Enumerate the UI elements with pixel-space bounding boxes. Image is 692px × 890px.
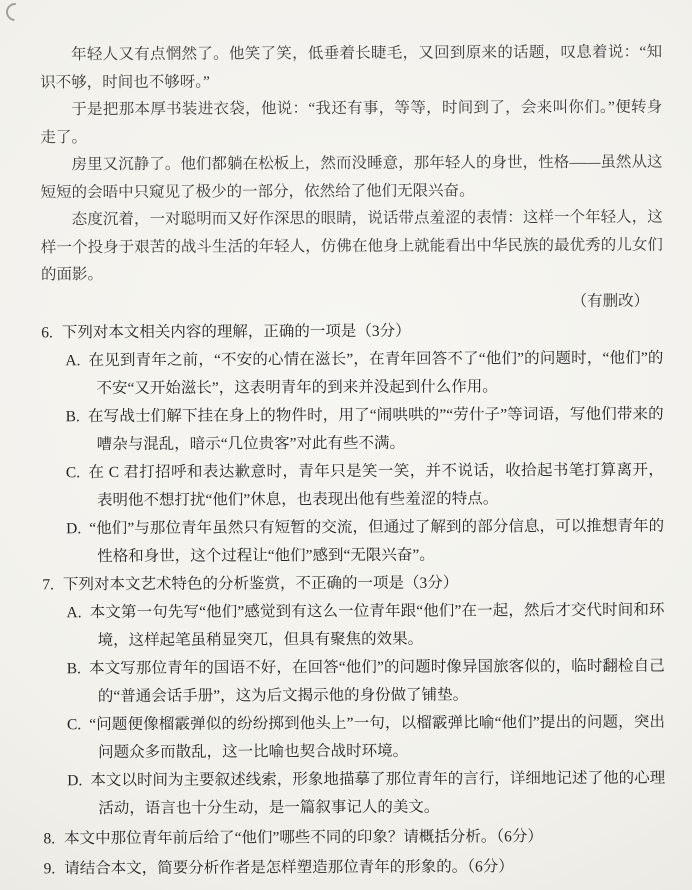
question-6-text: 下列对本文相关内容的理解，正确的一项是（3分） (61, 322, 411, 341)
option-text: 在写战士们解下挂在身上的物件时，用了“闹哄哄的”“劳什子”等词语，写他们带来的嘈杂与混乱，暗示“几位贵客”对此有些不满。 (87, 405, 664, 453)
question-6-option-a (65, 344, 663, 403)
option-label: A. (65, 351, 81, 369)
question-6 (41, 316, 664, 571)
option-text: “他们”与那位青年虽然只有短暂的交流，但通过了解到的部分信息，可以推想青年的性格和身世，这个过程让“他们”感到“无限兴奋”。 (89, 517, 665, 565)
option-text: 在 C 君打招呼和表达歉意时，青年只是笑一笑，并不说话，收拾起书笔打算离开，表明他不想打扰“他们”休息，也表现出他有些羞涩的特点。 (88, 461, 664, 509)
question-8 (43, 822, 665, 853)
option-label: D. (67, 771, 83, 789)
question-7-stem (42, 568, 664, 599)
option-label: A. (66, 603, 82, 621)
question-6-stem (41, 316, 663, 347)
question-9-stem (44, 852, 666, 883)
question-9 (44, 852, 666, 883)
option-text: “问题便像榴霰弹似的纷纷掷到他头上”一句，以榴霰弹比喻“他们”提出的问题，突出问题众多而散乱，这一比喻也契合战时环境。 (89, 713, 666, 761)
reading-passage-excerpt (40, 39, 663, 289)
option-label: C. (66, 715, 82, 733)
question-7-number: 7. (42, 575, 55, 593)
question-8-stem (43, 822, 665, 853)
page-content (40, 39, 666, 883)
question-7-text: 下列对本文艺术特色的分析鉴赏，不正确的一项是（3分） (62, 574, 459, 593)
option-text: 在见到青年之前，“不安的心情在滋长”，在青年回答不了“他们”的问题时，“他们”的不安“又开始滋长”，这表明青年的到来并没起到什么作用。 (88, 349, 664, 397)
option-text: 本文第一句先写“他们”感觉到有这么一位青年跟“他们”在一起，然后才交代时间和环境，这样起笔虽稍显突兀，但具有聚焦的效果。 (89, 601, 665, 649)
option-label: D. (66, 519, 82, 537)
question-6-option-d (66, 512, 664, 571)
question-7-option-d (67, 764, 665, 823)
option-text: 本文写那位青年的国语不好，在回答“他们”的问题时像异国旅客似的，临时翻检自己的“普通会话手册”，这为后文揭示他的身份做了铺垫。 (88, 657, 665, 705)
passage-credit: （有删改） (571, 292, 650, 310)
question-7-option-c (67, 708, 665, 767)
question-7-option-b (67, 652, 665, 711)
question-7 (42, 568, 665, 823)
question-6-options (65, 344, 664, 571)
question-6-number: 6. (41, 323, 53, 341)
question-7-options (66, 596, 665, 823)
passage-paragraph: 于是把那本厚书装进衣袋，他说：“我还有事，等等，时间到了，会来叫你们。”便转身走了。 (40, 98, 663, 146)
question-6-option-c (66, 456, 664, 515)
question-6-option-b (66, 400, 664, 459)
question-7-option-a (66, 596, 664, 655)
passage-paragraph: 房里又沉静了。他们都躺在松板上，然而没睡意，那年轻人的身世，性格——虽然从这短短的会晤中只窥见了极少的一部分，依然给了他们无限兴奋。 (40, 153, 663, 201)
option-text: 本文以时间为主要叙述线索，形象地描摹了那位青年的言行，详细地记述了他的心理活动，语言也十分生动，是一篇叙事记人的美文。 (90, 769, 666, 817)
option-label: B. (65, 407, 80, 425)
scan-artifact (2, 0, 27, 25)
option-label: B. (66, 659, 81, 677)
question-9-number: 9. (43, 859, 56, 877)
option-label: C. (65, 463, 81, 481)
question-8-number: 8. (43, 829, 56, 847)
question-8-text: 本文中那位青年前后给了“他们”哪些不同的印象？请概括分析。（6分） (64, 827, 543, 847)
question-9-text: 请结合本文，简要分析作者是怎样塑造那位青年的形象的。（6分） (64, 857, 514, 877)
passage-paragraph: 态度沉着，一对聪明而又好作深思的眼睛，说话带点羞涩的表情：这样一个年轻人，这样一个投身于艰苦的战斗生活的年轻人，仿佛在他身上就能看出中华民族的最优秀的儿女们的面影。 (40, 208, 663, 284)
passage-paragraph: 年轻人又有点惘然了。他笑了笑，低垂着长睫毛，又回到原来的话题，叹息着说：“知识不够，时间也不够呀。” (40, 43, 663, 91)
